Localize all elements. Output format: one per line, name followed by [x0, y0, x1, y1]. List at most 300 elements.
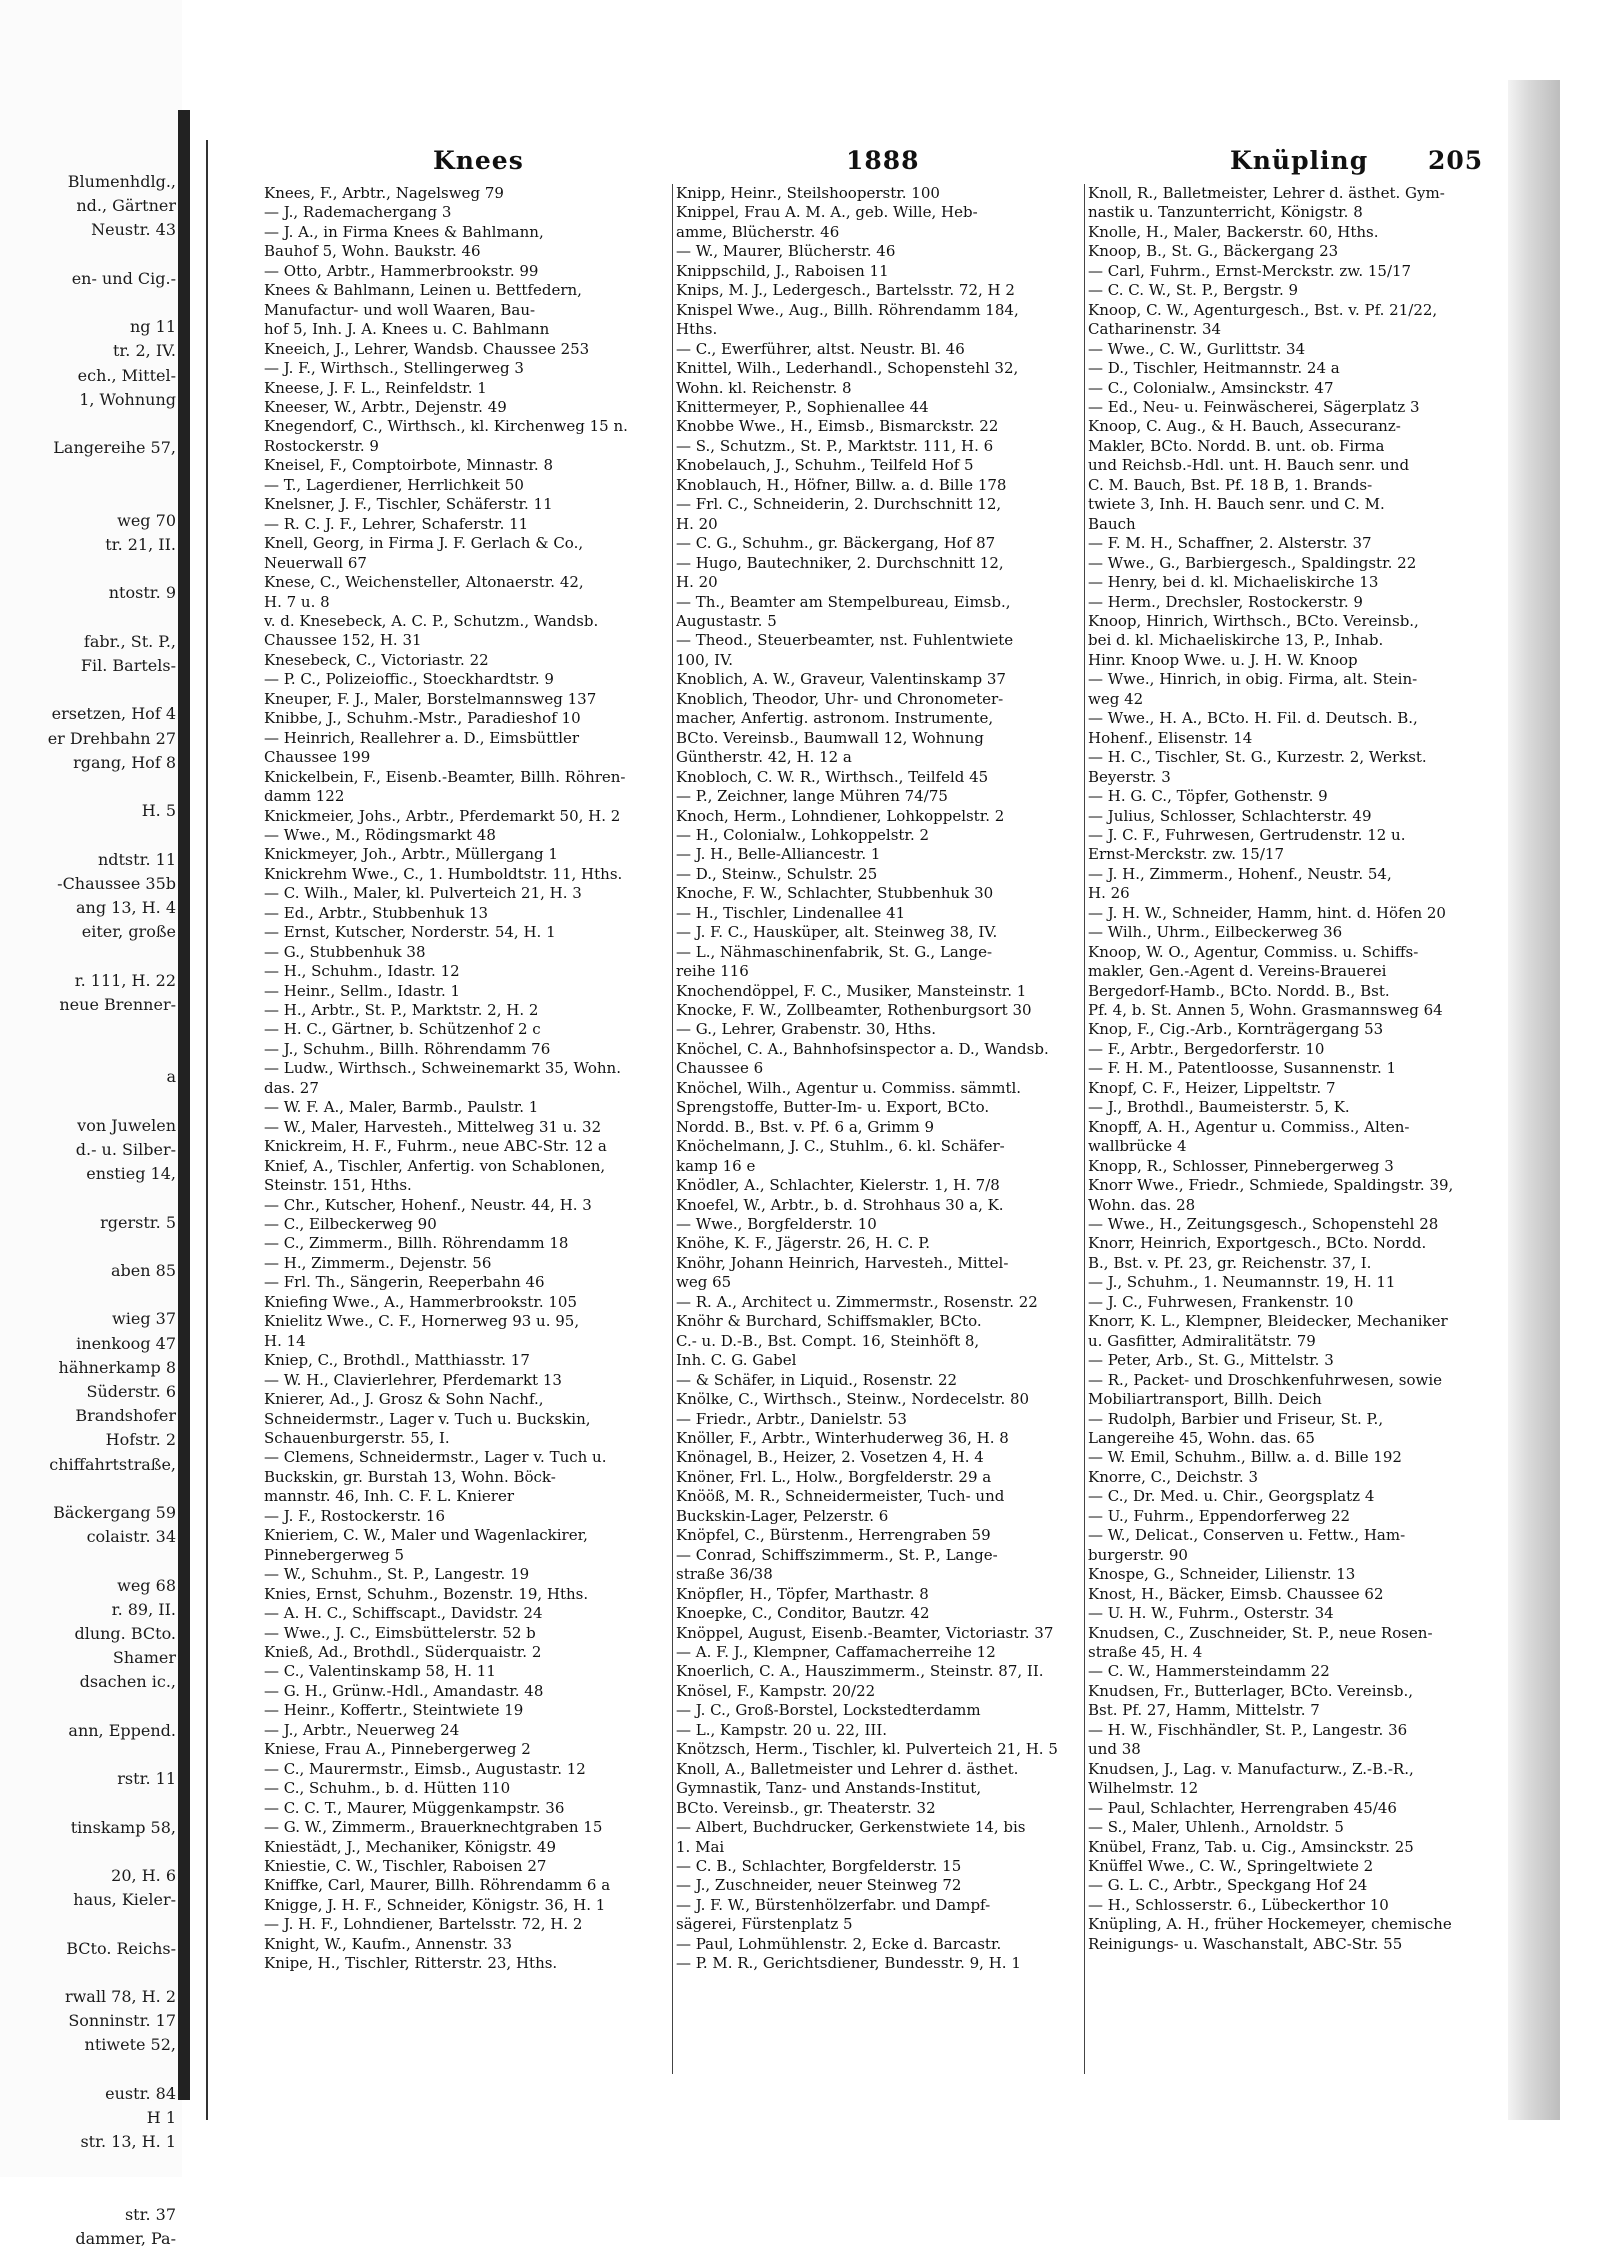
directory-entry: — Paul, Lohmühlenstr. 2, Ecke d. Barcastr. [676, 1934, 1002, 1953]
directory-entry: Knispel Wwe., Aug., Billh. Röhrendamm 184, [676, 300, 1019, 319]
directory-entry: Knopp, R., Schlosser, Pinnebergerweg 3 [1088, 1156, 1394, 1175]
directory-entry: Beyerstr. 3 [1088, 767, 1171, 786]
previous-page-strip [0, 0, 182, 2248]
page-edge-shadow [1508, 80, 1560, 2120]
directory-entry: — H., Tischler, Lindenallee 41 [676, 903, 906, 922]
directory-entry: — A. F. J., Klempner, Caffamacherreihe 12 [676, 1642, 996, 1661]
directory-entry: — R. C. J. F., Lehrer, Schaferstr. 11 [264, 514, 529, 533]
directory-entry: Hinr. Knoop Wwe. u. J. H. W. Knoop [1088, 650, 1358, 669]
directory-entry: Kneisel, F., Comptoirbote, Minnastr. 8 [264, 456, 554, 475]
header-first-entry: Knees [433, 146, 524, 175]
directory-entry: — Herm., Drechsler, Rostockerstr. 9 [1088, 592, 1363, 611]
previous-page-line: Brandshofer [75, 1406, 176, 1426]
directory-entry: — J., Rademachergang 3 [264, 203, 452, 222]
directory-entry: H. 20 [676, 573, 718, 592]
directory-entry: Knorr, Heinrich, Exportgesch., BCto. Nordd. [1088, 1234, 1427, 1253]
directory-entry: — C., Eilbeckerweg 90 [264, 1215, 437, 1234]
directory-entry: — & Schäfer, in Liquid., Rosenstr. 22 [676, 1370, 958, 1389]
directory-entry: — F. M. H., Schaffner, 2. Alsterstr. 37 [1088, 534, 1372, 553]
directory-entry: Knoop, W. O., Agentur, Commiss. u. Schiffs- [1088, 942, 1419, 961]
directory-entry: Knese, C., Weichensteller, Altonaerstr. 42, [264, 573, 584, 592]
directory-entry: Bauhof 5, Wohn. Baukstr. 46 [264, 242, 481, 261]
directory-entry: Knieß, Ad., Brothdl., Süderquaistr. 2 [264, 1642, 542, 1661]
previous-page-line: wieg 37 [112, 1309, 176, 1329]
directory-entry: — Wwe., Hinrich, in obig. Firma, alt. Stein- [1088, 670, 1418, 689]
directory-entry: Sprengstoffe, Butter-Im- u. Export, BCto. [676, 1098, 990, 1117]
directory-entry: Knoerlich, C. A., Hauszimmerm., Steinstr. 87, II. [676, 1662, 1044, 1681]
directory-entry: Knoblauch, H., Höfner, Billw. a. d. Bille 178 [676, 475, 1007, 494]
directory-entry: — J. F., Wirthsch., Stellingerweg 3 [264, 359, 524, 378]
previous-page-line: Shamer [112, 1648, 176, 1668]
directory-entry: Buckskin-Lager, Pelzerstr. 6 [676, 1506, 889, 1525]
directory-entry: C.- u. D.-B., Bst. Compt. 16, Steinhöft 8, [676, 1331, 980, 1350]
directory-entry: — Ed., Arbtr., Stubbenhuk 13 [264, 903, 489, 922]
directory-entry: Knost, H., Bäcker, Eimsb. Chaussee 62 [1088, 1584, 1384, 1603]
directory-entry: — Wwe., J. C., Eimsbüttelerstr. 52 b [264, 1623, 536, 1642]
directory-entry: Knolle, H., Maler, Backerstr. 60, Hths. [1088, 222, 1379, 241]
directory-entry: Knips, M. J., Ledergesch., Bartelsstr. 72, H 2 [676, 281, 1015, 300]
previous-page-line: a [166, 1067, 176, 1087]
directory-entry: — J. H. W., Schneider, Hamm, hint. d. Höfen 20 [1088, 903, 1446, 922]
directory-entry: Knies, Ernst, Schuhm., Bozenstr. 19, Hths. [264, 1584, 589, 1603]
directory-entry: — G. L. C., Arbtr., Speckgang Hof 24 [1088, 1876, 1368, 1895]
directory-entry: — Heinrich, Reallehrer a. D., Eimsbüttler [264, 728, 580, 747]
previous-page-line: ann, Eppend. [68, 1720, 176, 1740]
previous-page-line: ech., Mittel- [77, 365, 176, 385]
directory-entry: — Rudolph, Barbier und Friseur, St. P., [1088, 1409, 1384, 1428]
directory-entry: — L., Nähmaschinenfabrik, St. G., Lange- [676, 942, 993, 961]
directory-entry: — J., Schuhm., Billh. Röhrendamm 76 [264, 1039, 551, 1058]
previous-page-line: dammer, Pa- [75, 2229, 176, 2248]
directory-entry: — S., Schutzm., St. P., Marktstr. 111, H. 6 [676, 436, 994, 455]
directory-entry: und Reichsb.-Hdl. unt. H. Bauch senr. und [1088, 456, 1410, 475]
directory-entry: mannstr. 46, Inh. C. F. L. Knierer [264, 1487, 515, 1506]
directory-entry: C. M. Bauch, Bst. Pf. 18 B, 1. Brands- [1088, 475, 1373, 494]
directory-entry: Knoefel, W., Arbtr., b. d. Strohhaus 30 a, K. [676, 1195, 1004, 1214]
previous-page-line: dlung. BCto. [74, 1624, 176, 1643]
directory-entry: — D., Steinw., Schulstr. 25 [676, 864, 878, 883]
directory-entry: Knickrehm Wwe., C., 1. Humboldtstr. 11, Hths. [264, 864, 623, 883]
header-last-entry: Knüpling [1230, 146, 1369, 175]
directory-entry: Knoepke, C., Conditor, Bautzr. 42 [676, 1604, 930, 1623]
directory-entry: — Henry, bei d. kl. Michaeliskirche 13 [1088, 573, 1379, 592]
previous-page-line: Neustr. 43 [91, 220, 176, 240]
directory-entry: — F., Arbtr., Bergedorferstr. 10 [1088, 1039, 1325, 1058]
previous-page-line: aben 85 [111, 1261, 176, 1280]
directory-entry: sägerei, Fürstenplatz 5 [676, 1915, 853, 1934]
directory-entry: Knudsen, Fr., Butterlager, BCto. Vereinsb., [1088, 1681, 1413, 1700]
directory-entry: BCto. Vereinsb., Baumwall 12, Wohnung [676, 728, 984, 747]
previous-page-line: fabr., St. P., [83, 631, 176, 651]
directory-entry: Knöchel, C. A., Bahnhofsinspector a. D., Wandsb. [676, 1039, 1049, 1058]
directory-entry: Makler, BCto. Nordd. B. unt. ob. Firma [1088, 436, 1385, 455]
directory-entry: — C. C. T., Maurer, Müggenkampstr. 36 [264, 1798, 565, 1817]
directory-entry: — H., Arbtr., St. P., Marktstr. 2, H. 2 [264, 1001, 539, 1020]
directory-entry: Hths. [676, 320, 718, 339]
directory-entry: Augustastr. 5 [676, 611, 777, 630]
directory-entry: — Wwe., M., Rödingsmarkt 48 [264, 825, 496, 844]
previous-page-line: rwall 78, H. 2 [64, 1987, 176, 2006]
directory-entry: Knibbe, J., Schuhm.-Mstr., Paradieshof 10 [264, 709, 581, 728]
previous-page-line: ang 13, H. 4 [75, 898, 176, 917]
directory-entry: — H., Zimmerm., Dejenstr. 56 [264, 1253, 492, 1272]
directory-entry: Knesebeck, C., Victoriastr. 22 [264, 650, 489, 669]
previous-page-line: tr. 2, IV. [112, 341, 176, 361]
directory-entry: Pinnebergerweg 5 [264, 1545, 405, 1564]
previous-page-line: tinskamp 58, [70, 1817, 176, 1837]
directory-entry: — T., Lagerdiener, Herrlichkeit 50 [264, 475, 524, 494]
directory-entry: — C. C. W., St. P., Bergstr. 9 [1088, 281, 1299, 300]
directory-entry: — J., Arbtr., Neuerweg 24 [264, 1720, 460, 1739]
directory-entry: Knödler, A., Schlachter, Kielerstr. 1, H. 7/8 [676, 1176, 1000, 1195]
directory-entry: Bauch [1088, 514, 1136, 533]
directory-entry: — Ed., Neu- u. Feinwäscherei, Sägerplatz 3 [1088, 397, 1420, 416]
directory-entry: — H. C., Tischler, St. G., Kurzestr. 2, Werkst. [1088, 748, 1427, 767]
previous-page-line: weg 68 [117, 1575, 176, 1595]
directory-entry: — J., Zuschneider, neuer Steinweg 72 [676, 1876, 962, 1895]
previous-page-line: er Drehbahn 27 [47, 728, 176, 748]
previous-page-line: colaistr. 34 [86, 1527, 176, 1547]
directory-entry: Kneuper, F. J., Maler, Borstelmannsweg 137 [264, 689, 597, 708]
directory-entry: Knobelauch, J., Schuhm., Teilfeld Hof 5 [676, 456, 974, 475]
previous-page-line: dsachen ic., [79, 1672, 176, 1692]
directory-entry: — J. H., Belle-Alliancestr. 1 [676, 845, 881, 864]
directory-entry: Knönagel, B., Heizer, 2. Vosetzen 4, H. 4 [676, 1448, 984, 1467]
directory-entry: — G. W., Zimmerm., Brauerknechtgraben 15 [264, 1818, 603, 1837]
directory-entry: — Theod., Steuerbeamter, nst. Fuhlentwiete [676, 631, 1014, 650]
directory-entry: Knickreim, H. F., Fuhrm., neue ABC-Str. 12 a [264, 1137, 607, 1156]
directory-entry: — P. M. R., Gerichtsdiener, Bundesstr. 9, H. 1 [676, 1954, 1021, 1973]
directory-entry: — Carl, Fuhrm., Ernst-Merckstr. zw. 15/17 [1088, 261, 1412, 280]
directory-entry: weg 65 [676, 1273, 732, 1292]
directory-entry: — Chr., Kutscher, Hohenf., Neustr. 44, H. 3 [264, 1195, 592, 1214]
directory-entry: und 38 [1088, 1740, 1141, 1759]
directory-entry: — Albert, Buchdrucker, Gerkenstwiete 14, bis [676, 1818, 1026, 1837]
directory-entry: — Frl. C., Schneiderin, 2. Durchschnitt 12, [676, 495, 1002, 514]
previous-page-line: neue Brenner- [59, 994, 176, 1014]
directory-entry: reihe 116 [676, 962, 749, 981]
previous-page-line: enstieg 14, [86, 1164, 176, 1184]
directory-entry: Knelsner, J. F., Tischler, Schäferstr. 11 [264, 495, 553, 514]
directory-entry: Knudsen, C., Zuschneider, St. P., neue Rosen- [1088, 1623, 1433, 1642]
directory-entry: Knippel, Frau A. M. A., geb. Wille, Heb- [676, 203, 978, 222]
directory-entry: nastik u. Tanzunterricht, Königstr. 8 [1088, 203, 1363, 222]
directory-entry: Knees & Bahlmann, Leinen u. Bettfedern, [264, 281, 582, 300]
directory-column-1 [264, 184, 674, 2084]
directory-entry: — C., Schuhm., b. d. Hütten 110 [264, 1779, 511, 1798]
directory-entry: — Peter, Arb., St. G., Mittelstr. 3 [1088, 1351, 1334, 1370]
directory-entry: Chaussee 199 [264, 748, 371, 767]
directory-entry: Knöhr, Johann Heinrich, Harvesteh., Mittel- [676, 1253, 1009, 1272]
previous-page-line: 1, Wohnung [79, 389, 176, 409]
previous-page-line: nd., Gärtner [76, 196, 176, 216]
directory-entry: — Clemens, Schneidermstr., Lager v. Tuch u. [264, 1448, 607, 1467]
directory-entry: — Heinr., Koffertr., Steintwiete 19 [264, 1701, 524, 1720]
previous-page-line: chiffahrtstraße, [49, 1454, 176, 1474]
previous-page-line: tr. 21, II. [105, 535, 176, 554]
directory-entry: Knöchelmann, J. C., Stuhlm., 6. kl. Schäfer- [676, 1137, 1005, 1156]
directory-entry: — Friedr., Arbtr., Danielstr. 53 [676, 1409, 907, 1428]
directory-entry: Knöpfler, H., Töpfer, Marthastr. 8 [676, 1584, 929, 1603]
directory-entry: — Wilh., Uhrm., Eilbeckerweg 36 [1088, 923, 1343, 942]
directory-entry: Kniese, Frau A., Pinnebergerweg 2 [264, 1740, 531, 1759]
directory-entry: Knoche, F. W., Schlachter, Stubbenhuk 30 [676, 884, 994, 903]
directory-entry: macher, Anfertig. astronom. Instrumente, [676, 709, 994, 728]
previous-page-line: en- und Cig.- [71, 268, 176, 288]
directory-entry: Knegendorf, C., Wirthsch., kl. Kirchenweg 15 n. [264, 417, 628, 436]
directory-entry: Schauenburgerstr. 55, I. [264, 1429, 450, 1447]
directory-entry: Knickelbein, F., Eisenb.-Beamter, Billh. Röhren- [264, 767, 626, 786]
directory-entry: Buckskin, gr. Burstah 13, Wohn. Böck- [264, 1467, 556, 1486]
directory-entry: — Wwe., G., Barbiergesch., Spaldingstr. 22 [1088, 553, 1417, 572]
directory-entry: — C. G., Schuhm., gr. Bäckergang, Hof 87 [676, 534, 996, 553]
directory-entry: — Hugo, Bautechniker, 2. Durchschnitt 12, [676, 553, 1004, 572]
previous-page-line: rgang, Hof 8 [73, 752, 176, 772]
directory-entry: — Ludw., Wirthsch., Schweinemarkt 35, Wohn. [264, 1059, 621, 1078]
directory-entry: — J. C. F., Fuhrwesen, Gertrudenstr. 12 u. [1088, 825, 1406, 844]
directory-entry: Ernst-Merckstr. zw. 15/17 [1088, 845, 1284, 864]
directory-entry: Kniestädt, J., Mechaniker, Königstr. 49 [264, 1837, 557, 1856]
directory-entry: — P., Zeichner, lange Mühren 74/75 [676, 787, 948, 806]
directory-entry: — Julius, Schlosser, Schlachterstr. 49 [1088, 806, 1372, 825]
directory-entry: — H. C., Gärtner, b. Schützenhof 2 c [264, 1020, 541, 1039]
directory-entry: Knöpfel, C., Bürstenm., Herrengraben 59 [676, 1526, 991, 1545]
directory-entry: Knorr, K. L., Klempner, Bleidecker, Mechaniker [1088, 1312, 1448, 1331]
directory-entry: Kniep, C., Brothdl., Matthiasstr. 17 [264, 1351, 530, 1370]
directory-entry: Knölke, C., Wirthsch., Steinw., Nordecelstr. 80 [676, 1390, 1030, 1409]
directory-entry: Bergedorf-Hamb., BCto. Nordd. B., Bst. [1088, 981, 1390, 1000]
directory-entry: Pf. 4, b. St. Annen 5, Wohn. Grasmannsweg 64 [1088, 1001, 1443, 1020]
directory-entry: — Wwe., C. W., Gurlittstr. 34 [1088, 339, 1306, 358]
directory-entry: Knoch, Herm., Lohndiener, Lohkoppelstr. 2 [676, 806, 1005, 825]
directory-entry: — U., Fuhrm., Eppendorferweg 22 [1088, 1506, 1351, 1525]
directory-entry: — H., Colonialw., Lohkoppelstr. 2 [676, 825, 930, 844]
directory-entry: Bst. Pf. 27, Hamm, Mittelstr. 7 [1088, 1701, 1320, 1720]
directory-entry: burgerstr. 90 [1088, 1545, 1188, 1564]
previous-page-line: ersetzen, Hof 4 [51, 704, 176, 724]
directory-entry: — C., Maurermstr., Eimsb., Augustastr. 12 [264, 1759, 586, 1778]
directory-entry: 1. Mai [676, 1837, 725, 1856]
directory-entry: Knöner, Frl. L., Holw., Borgfelderstr. 29 a [676, 1467, 992, 1486]
directory-entry: Knief, A., Tischler, Anfertig. von Schablonen, [264, 1156, 606, 1175]
directory-entry: Knöller, F., Arbtr., Winterhuderweg 36, H. 8 [676, 1429, 1009, 1447]
page-gutter [178, 110, 190, 2100]
directory-entry: — C. Wilh., Maler, kl. Pulverteich 21, H. 3 [264, 884, 582, 903]
directory-entry: Knöhr & Burchard, Schiffsmakler, BCto. [676, 1312, 982, 1331]
directory-entry: Schneidermstr., Lager v. Tuch u. Buckskin, [264, 1409, 591, 1428]
directory-entry: — S., Maler, Uhlenh., Arnoldstr. 5 [1088, 1818, 1344, 1837]
directory-entry: Knobloch, C. W. R., Wirthsch., Teilfeld 45 [676, 767, 989, 786]
directory-entry: — C., Valentinskamp 58, H. 11 [264, 1662, 496, 1681]
directory-entry: — Wwe., H. A., BCto. H. Fil. d. Deutsch. B., [1088, 709, 1418, 728]
directory-column-3 [1088, 184, 1498, 2084]
directory-entry: — Frl. Th., Sängerin, Reeperbahn 46 [264, 1273, 545, 1292]
directory-entry: Knieriem, C. W., Maler und Wagenlackirer, [264, 1526, 588, 1545]
directory-entry: makler, Gen.-Agent d. Vereins-Brauerei [1088, 962, 1387, 981]
directory-entry: — C., Dr. Med. u. Chir., Georgsplatz 4 [1088, 1487, 1375, 1506]
previous-page-line: inenkoog 47 [76, 1333, 176, 1353]
previous-page-line: Sonninstr. 17 [68, 2011, 176, 2031]
directory-entry: Wohn. das. 28 [1088, 1195, 1196, 1214]
directory-entry: — G., Lehrer, Grabenstr. 30, Hths. [676, 1020, 937, 1039]
directory-entry: — J. F. W., Bürstenhölzerfabr. und Dampf- [676, 1895, 991, 1914]
directory-entry: damm 122 [264, 787, 345, 806]
directory-entry: Knickmeyer, Joh., Arbtr., Müllergang 1 [264, 845, 558, 864]
directory-entry: Manufactur- und woll Waaren, Bau- [264, 300, 536, 319]
directory-entry: Knoop, C. Aug., & H. Bauch, Assecuranz- [1088, 417, 1401, 436]
directory-entry: Knudsen, J., Lag. v. Manufacturw., Z.-B.-R., [1088, 1759, 1414, 1778]
directory-entry: Knospe, G., Schneider, Lilienstr. 13 [1088, 1565, 1356, 1584]
previous-page-line: von Juwelen [77, 1115, 176, 1135]
directory-entry: — J. F. C., Hausküper, alt. Steinweg 38, IV. [676, 923, 998, 942]
previous-page-line: haus, Kieler- [73, 1890, 176, 1910]
directory-entry: Knöhe, K. F., Jägerstr. 26, H. C. P. [676, 1234, 931, 1253]
previous-page-line: -Chaussee 35b [57, 873, 176, 893]
directory-entry: Knippschild, J., Raboisen 11 [676, 261, 889, 280]
directory-entry: — J. H., Zimmerm., Hohenf., Neustr. 54, [1088, 864, 1392, 883]
directory-entry: Knötzsch, Herm., Tischler, kl. Pulverteich 21, H. 5 [676, 1740, 1058, 1759]
directory-entry: Knösel, F., Kampstr. 20/22 [676, 1681, 876, 1700]
previous-page-line: ndtstr. 11 [97, 849, 176, 869]
directory-entry: twiete 3, Inh. H. Bauch senr. und C. M. [1088, 495, 1385, 514]
directory-entry: Knoll, R., Balletmeister, Lehrer d. ästhet. Gym- [1088, 184, 1445, 202]
directory-entry: — J. H. F., Lohndiener, Bartelsstr. 72, H. 2 [264, 1915, 583, 1934]
directory-entry: kamp 16 e [676, 1156, 756, 1175]
directory-entry: Knobbe Wwe., H., Eimsb., Bismarckstr. 22 [676, 417, 999, 436]
directory-page [206, 140, 1498, 2120]
previous-page-line: str. 13, H. 1 [80, 2132, 176, 2152]
directory-entry: wallbrücke 4 [1088, 1137, 1187, 1156]
directory-entry: Rostockerstr. 9 [264, 436, 379, 455]
directory-entry: Reinigungs- u. Waschanstalt, ABC-Str. 55 [1088, 1934, 1403, 1953]
previous-page-line: H 1 [146, 2108, 176, 2127]
directory-entry: — W., Maler, Harvesteh., Mittelweg 31 u. 32 [264, 1117, 602, 1136]
directory-entry: H. 26 [1088, 884, 1130, 903]
previous-page-line: Bäckergang 59 [53, 1503, 176, 1522]
previous-page-line: eiter, große [81, 922, 176, 942]
directory-entry: — H. G. C., Töpfer, Gothenstr. 9 [1088, 787, 1328, 806]
directory-entry: Steinstr. 151, Hths. [264, 1176, 412, 1195]
directory-entry: — G., Stubbenhuk 38 [264, 942, 426, 961]
directory-entry: Knoop, Hinrich, Wirthsch., BCto. Vereinsb., [1088, 611, 1419, 630]
directory-entry: u. Gasfitter, Admiralitätstr. 79 [1088, 1331, 1316, 1350]
directory-entry: — Th., Beamter am Stempelbureau, Eimsb., [676, 592, 1011, 611]
directory-entry: — R., Packet- und Droschkenfuhrwesen, sowie [1088, 1370, 1443, 1389]
directory-entry: — W., Maurer, Blücherstr. 46 [676, 242, 896, 261]
directory-entry: Knierer, Ad., J. Grosz & Sohn Nachf., [264, 1390, 544, 1409]
header-year: 1888 [846, 146, 920, 175]
directory-entry: amme, Blücherstr. 46 [676, 222, 840, 241]
directory-entry: — C., Colonialw., Amsinckstr. 47 [1088, 378, 1334, 397]
directory-entry: Knipe, H., Tischler, Ritterstr. 23, Hths. [264, 1954, 558, 1973]
directory-entry: Knüpling, A. H., früher Hockemeyer, chemische [1088, 1915, 1452, 1934]
directory-entry: — R. A., Architect u. Zimmermstr., Rosenstr. 22 [676, 1292, 1038, 1311]
directory-entry: Knielitz Wwe., C. F., Hornerweg 93 u. 95, [264, 1312, 580, 1331]
directory-entry: Knight, W., Kaufm., Annenstr. 33 [264, 1934, 513, 1953]
directory-entry: Knell, Georg, in Firma J. F. Gerlach & Co., [264, 534, 584, 553]
directory-entry: Gymnastik, Tanz- und Anstands-Institut, [676, 1779, 982, 1798]
directory-entry: — C., Zimmerm., Billh. Röhrendamm 18 [264, 1234, 569, 1253]
directory-entry: Knopff, A. H., Agentur u. Commiss., Alten- [1088, 1117, 1410, 1136]
directory-column-2 [676, 184, 1086, 2084]
directory-entry: weg 42 [1088, 689, 1144, 708]
directory-entry: Neuerwall 67 [264, 553, 367, 572]
directory-entry: — H., Schlosserstr. 6., Lübeckerthor 10 [1088, 1895, 1389, 1914]
previous-page-line: Fil. Bartels- [80, 656, 176, 675]
directory-entry: Kniffke, Carl, Maurer, Billh. Röhrendamm 6 a [264, 1876, 611, 1895]
directory-entry: das. 27 [264, 1078, 319, 1097]
directory-entry: Knorr Wwe., Friedr., Schmiede, Spaldingstr. 39, [1088, 1176, 1454, 1195]
directory-entry: Knittel, Wilh., Lederhandl., Schopenstehl 32, [676, 359, 1019, 378]
previous-page-line: rgerstr. 5 [100, 1212, 176, 1232]
directory-entry: Chaussee 6 [676, 1059, 764, 1078]
directory-entry: H. 14 [264, 1331, 306, 1350]
directory-entry: — D., Tischler, Heitmannstr. 24 a [1088, 359, 1340, 378]
directory-entry: Wilhelmstr. 12 [1088, 1779, 1199, 1798]
previous-page-line: Langereihe 57, [53, 438, 176, 458]
directory-entry: — Ernst, Kutscher, Norderstr. 54, H. 1 [264, 923, 556, 942]
directory-entry: — Paul, Schlachter, Herrengraben 45/46 [1088, 1798, 1397, 1817]
directory-entry: Kniefing Wwe., A., Hammerbrookstr. 105 [264, 1292, 578, 1311]
directory-entry: Mobiliartransport, Billh. Deich [1088, 1390, 1322, 1409]
page-number: 205 [1428, 146, 1484, 175]
directory-entry: Knüffel Wwe., C. W., Springeltwiete 2 [1088, 1856, 1374, 1875]
directory-entry: Knöppel, August, Eisenb.-Beamter, Victoriastr. 37 [676, 1623, 1054, 1642]
directory-entry: v. d. Knesebeck, A. C. P., Schutzm., Wandsb. [264, 611, 599, 630]
directory-entry: — J. C., Groß-Borstel, Lockstedterdamm [676, 1701, 981, 1720]
directory-entry: — Otto, Arbtr., Hammerbrookstr. 99 [264, 261, 539, 280]
directory-entry: Knoblich, A. W., Graveur, Valentinskamp 37 [676, 670, 1006, 689]
directory-entry: — W. H., Clavierlehrer, Pferdemarkt 13 [264, 1370, 562, 1389]
directory-entry: Güntherstr. 42, H. 12 a [676, 748, 852, 767]
directory-entry: — W., Schuhm., St. P., Langestr. 19 [264, 1565, 530, 1584]
directory-entry: Knöchel, Wilh., Agentur u. Commiss. sämmtl. [676, 1078, 1022, 1097]
directory-entry: Knübel, Franz, Tab. u. Cig., Amsinckstr. 25 [1088, 1837, 1414, 1856]
directory-entry: — J., Schuhm., 1. Neumannstr. 19, H. 11 [1088, 1273, 1396, 1292]
previous-page-line: Süderstr. 6 [86, 1382, 176, 1401]
previous-page-line: rstr. 11 [117, 1769, 176, 1789]
directory-entry: Nordd. B., Bst. v. Pf. 6 a, Grimm 9 [676, 1117, 935, 1136]
previous-page-line: H. 5 [141, 801, 176, 821]
directory-entry: — H., Schuhm., Idastr. 12 [264, 962, 460, 981]
directory-entry: Wohn. kl. Reichenstr. 8 [676, 378, 852, 397]
directory-entry: Knop, F., Cig.-Arb., Kornträgergang 53 [1088, 1020, 1384, 1039]
directory-entry: Knoop, C. W., Agenturgesch., Bst. v. Pf. 21/22, [1088, 300, 1438, 319]
directory-entry: Knööß, M. R., Schneidermeister, Tuch- und [676, 1487, 1005, 1506]
directory-entry: H. 20 [676, 514, 718, 533]
directory-entry: Knocke, F. W., Zollbeamter, Rothenburgsort 30 [676, 1001, 1032, 1020]
previous-page-line: r. 89, II. [111, 1599, 176, 1619]
directory-entry: — F. H. M., Patentloosse, Susannenstr. 1 [1088, 1059, 1397, 1078]
directory-entry: Kneeser, W., Arbtr., Dejenstr. 49 [264, 397, 507, 416]
directory-entry: Inh. C. G. Gabel [676, 1351, 797, 1370]
directory-entry: straße 45, H. 4 [1088, 1642, 1203, 1661]
previous-page-line: Hofstr. 2 [105, 1430, 176, 1450]
directory-entry: — Conrad, Schiffszimmerm., St. P., Lange- [676, 1545, 998, 1564]
running-header [208, 140, 1498, 182]
directory-entry: Knoll, A., Balletmeister und Lehrer d. ästhet. [676, 1759, 1019, 1778]
directory-entry: Knopf, C. F., Heizer, Lippeltstr. 7 [1088, 1078, 1336, 1097]
directory-entry: Knochendöppel, F. C., Musiker, Mansteinstr. 1 [676, 981, 1027, 1000]
directory-entry: BCto. Vereinsb., gr. Theaterstr. 32 [676, 1798, 936, 1817]
directory-entry: Knickmeier, Johs., Arbtr., Pferdemarkt 50, H. 2 [264, 806, 621, 825]
directory-entry: — Wwe., Borgfelderstr. 10 [676, 1215, 877, 1234]
previous-page-line: 20, H. 6 [111, 1866, 176, 1885]
previous-page-line: ntiwete 52, [84, 2035, 176, 2055]
directory-entry: Kneeich, J., Lehrer, Wandsb. Chaussee 253 [264, 339, 590, 358]
directory-entry: H. 7 u. 8 [264, 592, 330, 611]
directory-entry: — A. H. C., Schiffscapt., Davidstr. 24 [264, 1604, 543, 1623]
